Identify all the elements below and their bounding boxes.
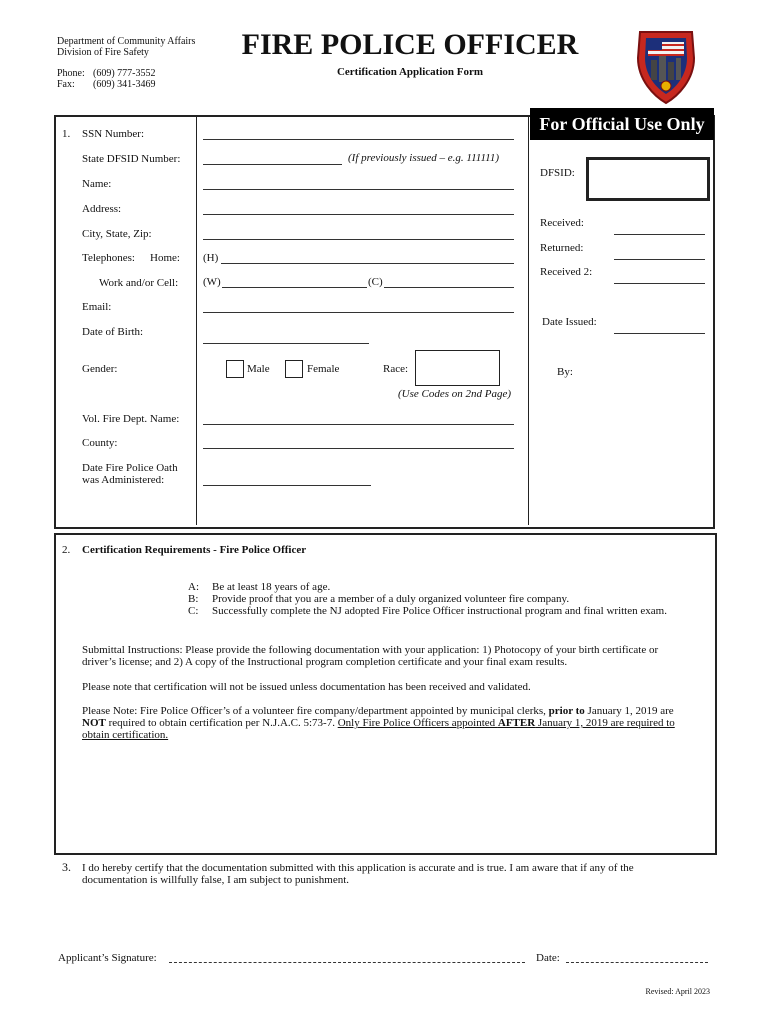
department-name: Department of Community Affairs [57,36,196,47]
requirement-item: Provide proof that you are a member of a duly organized volunteer fire company. [212,593,570,605]
fax-label: Fax: [57,79,75,90]
dfsid-field[interactable] [203,164,342,165]
work-label: Work and/or Cell: [99,277,179,289]
note-emphasis: AFTER [497,717,536,729]
gender-label: Gender: [82,363,118,375]
work-prefix: (W) [203,276,221,288]
city-label: City, State, Zip: [82,228,152,240]
received-2-label: Received 2: [540,266,593,278]
address-field[interactable] [203,214,514,215]
female-checkbox[interactable] [285,360,303,378]
female-label: Female [307,363,340,375]
county-label: County: [82,437,118,449]
ssn-label: SSN Number: [82,128,145,140]
certification-statement: I do hereby certify that the documentation submitted with this application is accurate and is true. I am aware that if any of the documentation is willfully false, I am subject to punishment. [82,862,634,886]
date-issued-label: Date Issued: [542,316,597,328]
race-label: Race: [383,363,409,375]
form-title: FIRE POLICE OFFICER [241,28,579,61]
returned-field[interactable] [614,259,705,260]
dob-field[interactable] [203,343,369,344]
note-emphasis: NOT [82,717,106,729]
requirement-item: Be at least 18 years of age. [212,581,331,593]
requirement-letter: B: [188,593,199,605]
male-checkbox[interactable] [226,360,244,378]
signature-field[interactable] [169,962,525,963]
section-number: 2. [62,544,71,556]
section-number: 1. [62,128,71,140]
requirement-item: Successfully complete the NJ adopted Fire Police Officer instructional program and final written exam. [212,605,667,617]
oath-date-field[interactable] [203,485,371,486]
county-field[interactable] [203,448,514,449]
received-field[interactable] [614,234,705,235]
cell-prefix: (C) [368,276,383,288]
note-text: January 1, 2019 are required to obtain certification. [82,717,675,741]
note-text: Only Fire Police Officers appointed [337,717,498,729]
dfsid-label: State DFSID Number: [82,153,181,165]
date-field[interactable] [566,962,708,963]
name-field[interactable] [203,189,514,190]
returned-label: Returned: [540,242,584,254]
dfsid-hint: (If previously issued – e.g. 111111) [348,152,500,164]
note-text: Please Note: Fire Police Officer’s of a volunteer fire company/department appointed by municipal clerks, [82,705,549,717]
requirement-letter: C: [188,605,199,617]
phone-label: Phone: [57,68,85,79]
requirement-letter: A: [188,581,199,593]
fire-dept-field[interactable] [203,424,514,425]
email-label: Email: [82,301,112,313]
date-label: Date: [536,952,560,964]
dob-label: Date of Birth: [82,326,144,338]
home-label: Home: [150,252,180,264]
by-label: By: [557,366,573,378]
note-text: required to obtain certification per N.J.A.C. 5:73-7. [105,717,338,729]
division-name: Division of Fire Safety [57,47,149,58]
column-divider [196,117,197,525]
date-issued-field[interactable] [614,333,705,334]
address-label: Address: [82,203,122,215]
city-field[interactable] [203,239,514,240]
telephones-label: Telephones: [82,252,135,264]
requirements-heading: Certification Requirements - Fire Police Officer [82,544,307,556]
section-number: 3. [62,860,71,874]
home-phone-field[interactable] [221,263,514,264]
fire-dept-label: Vol. Fire Dept. Name: [82,413,180,425]
validation-note: Please note that certification will not be issued unless documentation has been received and validated. [82,681,531,693]
received-label: Received: [540,217,584,229]
revision-date: Revised: April 2023 [645,987,710,996]
race-field[interactable] [415,350,500,386]
official-dfsid-box[interactable] [586,157,710,201]
race-hint: (Use Codes on 2nd Page) [398,388,512,400]
submittal-instructions: Submittal Instructions: Please provide the following documentation with your application: 1) Photocopy of your birth certificate or driver’s license; and 2) A copy of the Instructional program completion certificate and your final exam results. [82,644,659,668]
official-dfsid-label: DFSID: [540,167,575,179]
note-text: January 1, 2019 are [584,705,674,717]
column-divider [528,117,529,525]
section-2-box [54,533,717,855]
official-use-header: For Official Use Only [530,108,714,140]
ssn-field[interactable] [203,139,514,140]
form-subtitle: Certification Application Form [336,66,484,78]
note-emphasis: prior to [548,705,585,717]
oath-label-line-2: was Administered: [82,474,165,486]
home-prefix: (H) [203,252,219,264]
phone-value: (609) 777-3552 [93,68,156,79]
oath-label-line-1: Date Fire Police Oath [82,462,178,474]
oath-label [82,462,178,486]
email-field[interactable] [203,312,514,313]
cell-phone-field[interactable] [384,287,514,288]
work-phone-field[interactable] [222,287,367,288]
appointment-note [82,705,688,741]
fire-police-logo [634,28,698,106]
received-2-field[interactable] [614,283,705,284]
fax-value: (609) 341-3469 [93,79,156,90]
signature-label: Applicant’s Signature: [58,952,157,964]
name-label: Name: [82,178,112,190]
male-label: Male [247,363,270,375]
